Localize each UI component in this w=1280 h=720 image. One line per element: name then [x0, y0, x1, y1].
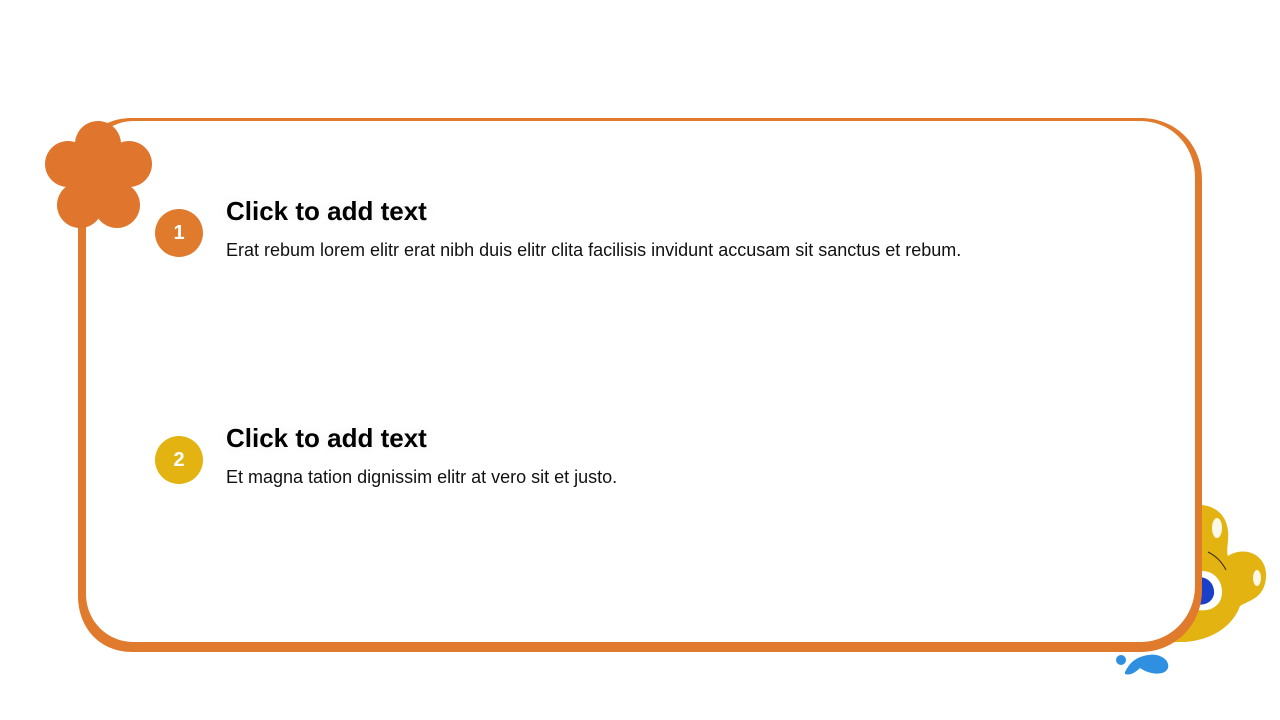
item-body-text[interactable]: Erat rebum lorem elitr erat nibh duis elitr clita facilisis invidunt accusam sit sanctus et rebum. [226, 240, 962, 260]
item-body-text[interactable]: Et magna tation dignissim elitr at vero sit et justo. [226, 467, 618, 487]
number-badge: 1 [155, 209, 203, 257]
item-heading[interactable]: Click to add text [226, 196, 427, 226]
item-heading[interactable]: Click to add text [226, 423, 427, 453]
number-badge: 2 [155, 436, 203, 484]
